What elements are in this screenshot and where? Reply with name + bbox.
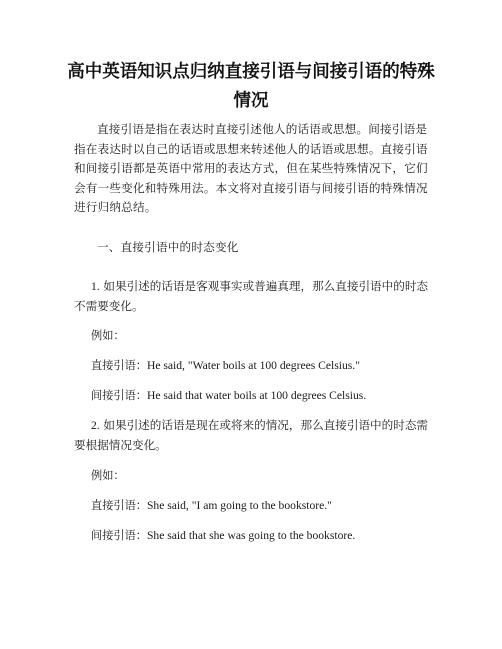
point-1-number: 1. (91, 280, 100, 293)
point-2-number: 2. (91, 419, 100, 432)
indirect-label: 间接引语： (91, 529, 147, 542)
point-1-indirect-quote (91, 386, 451, 406)
point-1-paragraph (74, 277, 434, 316)
indirect-label: 间接引语： (91, 389, 147, 402)
document-title: 高中英语知识点归纳直接引语与间接引语的特殊情况 (67, 62, 435, 111)
direct-label: 直接引语： (91, 499, 147, 512)
point-2-indirect-quote (91, 526, 451, 546)
section-heading: 一、直接引语中的时态变化 (97, 240, 239, 254)
point-2-direct-quote (91, 496, 451, 516)
direct-text: He said, "Water boils at 100 degrees Celsius." (146, 359, 360, 372)
direct-label: 直接引语： (91, 359, 147, 372)
indirect-text: He said that water boils at 100 degrees Celsius. (146, 389, 367, 402)
point-2-paragraph (74, 416, 434, 455)
point-1-example-label: 例如： (91, 329, 125, 342)
intro-paragraph: 直接引语是指在表达时直接引述他人的话语或思想。间接引语是指在表达时以自己的话语或思想来转述他人的话语或思想。直接引语和间接引语都是英语中常用的表达方式，但在某些特殊情况下，它们会有一些变化和特殊用法。本文将对直接引语与间接引语的特殊情况进行归纳总结。 (74, 122, 428, 215)
indirect-text: She said that she was going to the bookstore. (146, 529, 356, 542)
point-2-example-label: 例如： (91, 469, 125, 482)
point-1-direct-quote (91, 356, 451, 376)
direct-text: She said, "I am going to the bookstore." (146, 499, 332, 512)
point-1-text: 如果引述的话语是客观事实或普遍真理，那么直接引语中的时态不需要变化。 (74, 279, 429, 313)
point-2-text: 如果引述的话语是现在或将来的情况，那么直接引语中的时态需要根据情况变化。 (74, 418, 429, 452)
